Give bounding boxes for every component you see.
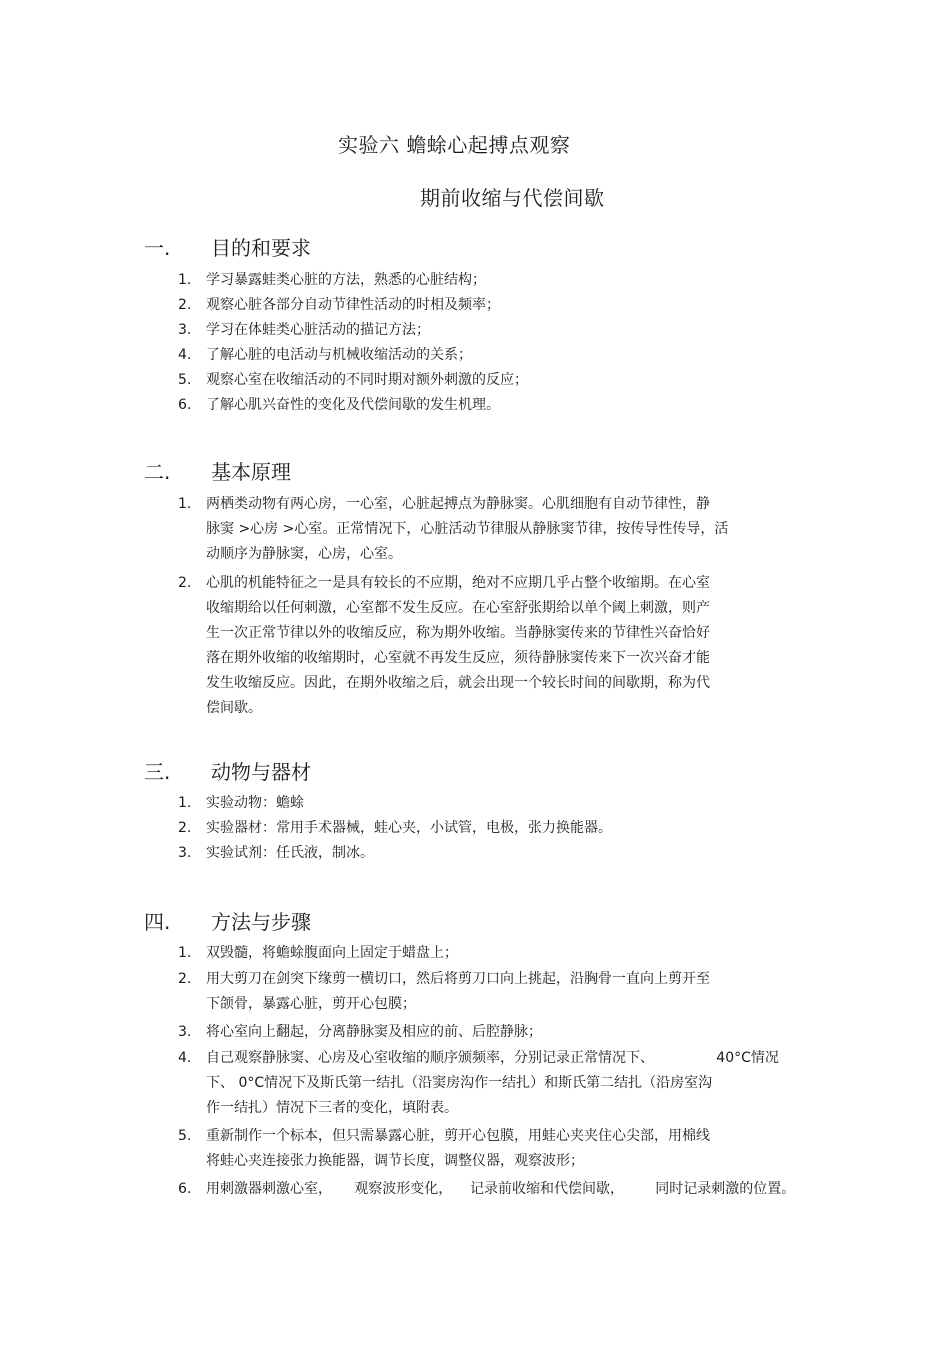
document-title: 实验六 蟾蜍心起搏点观察 [338, 133, 571, 157]
item-text-line: 自己观察静脉窦、心房及心室收缩的顺序颁频率，分别记录正常情况下、 40°C情况 [206, 1050, 779, 1066]
item-text: 实验动物：蟾蜍 [206, 795, 304, 811]
section-heading-materials [144, 756, 311, 785]
section-title: 目的和要求 [211, 236, 311, 260]
item-number: 1. [178, 272, 192, 288]
item-text: 学习在体蛙类心脏活动的描记方法； [206, 322, 430, 338]
list-item [178, 268, 776, 293]
item-number: 3. [178, 1024, 192, 1040]
section-title: 方法与步骤 [211, 910, 311, 934]
item-number: 2. [178, 297, 192, 313]
item-text-line: 重新制作一个标本，但只需暴露心脏，剪开心包膜，用蛙心夹夹住心尖部，用棉线 [206, 1128, 710, 1144]
item-text: 了解心脏的电活动与机械收缩活动的关系； [206, 347, 472, 363]
section-number: 四. [144, 910, 171, 934]
item-text-line: 用大剪刀在剑突下缘剪一横切口，然后将剪刀口向上挑起，沿胸骨一直向上剪开至 [206, 971, 710, 987]
materials-list [178, 791, 776, 866]
list-item [178, 1124, 776, 1174]
methods-list [178, 941, 846, 1202]
item-text-line: 下、 0°C情况下及斯氏第一结扎（沿窦房沟作一结扎）和斯氏第二结扎（沿房室沟 [206, 1075, 713, 1091]
item-text: 学习暴露蛙类心脏的方法，熟悉的心脏结构； [206, 272, 486, 288]
section-number: 一. [144, 236, 171, 260]
item-number: 3. [178, 322, 192, 338]
item-text-line: 生一次正常节律以外的收缩反应，称为期外收缩。当静脉窦传来的节律性兴奋恰好 [206, 625, 710, 641]
item-text: 观察心室在收缩活动的不同时期对额外刺激的反应； [206, 372, 528, 388]
item-text-line: 心肌的机能特征之一是具有较长的不应期，绝对不应期几乎占整个收缩期。在心室 [206, 575, 710, 591]
list-item [178, 1177, 846, 1202]
list-item [178, 841, 776, 866]
item-text-line: 下颌骨，暴露心脏，剪开心包膜； [206, 996, 416, 1012]
section-heading-methods [144, 906, 311, 935]
item-number: 3. [178, 845, 192, 861]
list-item [178, 368, 776, 393]
item-text-line: 偿间歇。 [206, 700, 262, 716]
item-text-line: 落在期外收缩的收缩期时，心室就不再发生反应，须待静脉窦传来下一次兴奋才能 [206, 650, 710, 666]
section-number: 二. [144, 460, 171, 484]
list-item [178, 571, 776, 721]
list-item [178, 293, 776, 318]
item-number: 1. [178, 945, 192, 961]
section-heading-objectives [144, 232, 311, 261]
item-number: 1. [178, 795, 192, 811]
list-item [178, 393, 776, 418]
item-number: 2. [178, 820, 192, 836]
item-text-line: 将心室向上翻起，分离静脉窦及相应的前、后腔静脉； [206, 1024, 542, 1040]
item-text-line: 动顺序为静脉窦，心房，心室。 [206, 546, 402, 562]
list-item [178, 343, 776, 368]
item-text-line: 作一结扎）情况下三者的变化，填附表。 [206, 1100, 458, 1116]
list-item [178, 941, 776, 966]
item-number: 6. [178, 1181, 192, 1197]
section-heading-principles [144, 456, 291, 485]
item-text-line: 收缩期给以任何刺激，心室都不发生反应。在心室舒张期给以单个阈上刺激，则产 [206, 600, 710, 616]
list-item [178, 492, 776, 567]
list-item [178, 1020, 776, 1045]
list-item [178, 318, 776, 343]
item-text-line: 双毁髓，将蟾蜍腹面向上固定于蜡盘上； [206, 945, 458, 961]
item-number: 4. [178, 347, 192, 363]
item-number: 2. [178, 575, 192, 591]
item-number: 4. [178, 1050, 192, 1066]
list-item [178, 1046, 846, 1121]
objectives-list [178, 268, 776, 418]
list-item [178, 791, 776, 816]
item-text-line: 两栖类动物有两心房，一心室，心脏起搏点为静脉窦。心肌细胞有自动节律性，静 [206, 496, 710, 512]
section-title: 动物与器材 [211, 760, 311, 784]
document-subtitle: 期前收缩与代偿间歇 [420, 186, 605, 210]
principles-list [178, 492, 776, 721]
item-number: 2. [178, 971, 192, 987]
section-number: 三. [144, 760, 171, 784]
list-item [178, 967, 776, 1017]
item-text-line: 将蛙心夹连接张力换能器，调节长度，调整仪器，观察波形； [206, 1153, 584, 1169]
item-number: 5. [178, 372, 192, 388]
item-text: 了解心肌兴奋性的变化及代偿间歇的发生机理。 [206, 397, 500, 413]
item-number: 5. [178, 1128, 192, 1144]
item-text: 实验器材：常用手术器械，蛙心夹，小试管，电极，张力换能器。 [206, 820, 612, 836]
item-number: 6. [178, 397, 192, 413]
item-number: 1. [178, 496, 192, 512]
list-item [178, 816, 776, 841]
item-text-line: 发生收缩反应。因此，在期外收缩之后，就会出现一个较长时间的间歇期，称为代 [206, 675, 710, 691]
section-title: 基本原理 [211, 460, 291, 484]
item-text: 实验试剂：任氏液，制冰。 [206, 845, 374, 861]
item-text-line: 脉窦 >心房 >心室。正常情况下，心脏活动节律服从静脉窦节律，按传导性传导，活 [206, 521, 729, 537]
item-text: 观察心脏各部分自动节律性活动的时相及频率； [206, 297, 500, 313]
item-text-line: 用刺激器刺激心室， 观察波形变化， 记录前收缩和代偿间歇， 同时记录刺激的位置。 [206, 1181, 796, 1197]
